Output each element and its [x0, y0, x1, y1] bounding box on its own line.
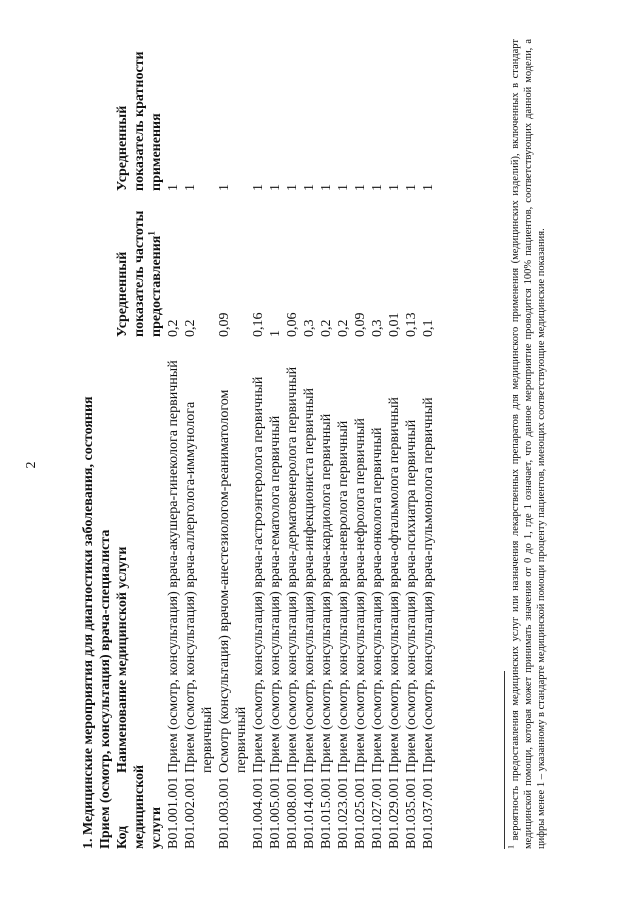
multiplicity-value: 1 [319, 184, 334, 191]
service-code: B01.035.001 [404, 776, 419, 849]
table-row [386, 49, 403, 849]
service-name: Прием (осмотр, консультация) врача-онколога первичный [370, 427, 385, 773]
service-name: Прием (осмотр, консультация) врача-кардиолога первичный [319, 413, 334, 773]
table-row [182, 49, 216, 849]
service-name: Прием (осмотр, консультация) врача-невролога первичный [336, 420, 351, 773]
service-name: Прием (осмотр, консультация) врача-офтальмолога первичный [387, 397, 402, 773]
column-header-multiplicity: Усредненный показатель кратности применения [115, 51, 164, 191]
multiplicity-value: 1 [387, 184, 402, 191]
subsection-heading: Прием (осмотр, консультация) врача-специалиста [98, 529, 113, 849]
column-header-frequency-text: Усредненный показатель частоты предоставления [115, 210, 164, 337]
table-row [335, 49, 352, 849]
page-number: 2 [24, 461, 39, 469]
multiplicity-value: 1 [166, 184, 181, 191]
service-name: Прием (осмотр, консультация) врача-дерматовенеролога первичный [285, 366, 300, 773]
table-header-row [114, 49, 165, 849]
service-code: B01.037.001 [421, 776, 436, 849]
table-row [420, 49, 437, 849]
section-headings [80, 29, 114, 849]
frequency-value: 0,09 [217, 312, 232, 337]
service-name: Прием (осмотр, консультация) врача-гематолога первичный [268, 415, 283, 773]
table-row [403, 49, 420, 849]
frequency-value: 0,16 [251, 312, 266, 337]
table-row [284, 49, 301, 849]
frequency-value: 0,3 [370, 319, 385, 337]
frequency-value: 0,2 [336, 319, 351, 337]
table-row [165, 49, 182, 849]
multiplicity-value: 1 [404, 184, 419, 191]
multiplicity-value: 1 [421, 184, 436, 191]
table-row [352, 49, 369, 849]
multiplicity-value: 1 [370, 184, 385, 191]
frequency-value: 0,2 [166, 319, 181, 337]
service-code: B01.003.001 [217, 776, 232, 849]
service-code: B01.001.001 [166, 776, 181, 849]
service-code: B01.005.001 [268, 776, 283, 849]
frequency-value: 1 [268, 330, 283, 337]
footnote-mark: 1 [146, 231, 157, 236]
multiplicity-value: 1 [353, 184, 368, 191]
service-name: Осмотр (консультация) врачом-анестезиологом-реаниматологом первичный [217, 389, 249, 773]
frequency-value: 0,06 [285, 312, 300, 337]
services-table [114, 49, 437, 849]
multiplicity-value: 1 [251, 184, 266, 191]
section-heading: 1. Медицинские мероприятия для диагностики заболевания, состояния [81, 396, 96, 849]
table-row [250, 49, 267, 849]
multiplicity-value: 1 [268, 184, 283, 191]
service-code: B01.027.001 [370, 776, 385, 849]
multiplicity-value: 1 [217, 184, 232, 191]
frequency-value: 0,2 [319, 319, 334, 337]
column-header-frequency [114, 191, 165, 337]
frequency-value: 0,3 [302, 319, 317, 337]
footnote-mark: 1 [506, 845, 516, 849]
footnote [506, 38, 548, 849]
service-name: Прием (осмотр, консультация) врача-пульмонолога первичный [421, 397, 436, 773]
service-code: B01.002.001 [183, 776, 198, 849]
service-code: B01.014.001 [302, 776, 317, 849]
table-row [216, 49, 250, 849]
table-row [318, 49, 335, 849]
table-row [369, 49, 386, 849]
frequency-value: 0,1 [421, 319, 436, 337]
service-code: B01.025.001 [353, 776, 368, 849]
service-code: B01.008.001 [285, 776, 300, 849]
service-name: Прием (осмотр, консультация) врача-гастроэнтеролога первичный [251, 376, 266, 773]
service-name: Прием (осмотр, консультация) врача-акушера-гинеколога первичный [166, 360, 181, 773]
service-code: B01.004.001 [251, 776, 266, 849]
multiplicity-value: 1 [336, 184, 351, 191]
multiplicity-value: 1 [302, 184, 317, 191]
column-header-code: Код медицинской услуги [115, 764, 164, 849]
table-row [267, 49, 284, 849]
frequency-value: 0,09 [353, 312, 368, 337]
footnote-divider [504, 671, 505, 849]
service-code: B01.029.001 [387, 776, 402, 849]
frequency-value: 0,2 [183, 319, 198, 337]
table-row [301, 49, 318, 849]
service-name: Прием (осмотр, консультация) врача-психиатра первичный [404, 419, 419, 773]
service-name: Прием (осмотр, консультация) врача-аллерголога-иммунолога первичный [183, 401, 215, 773]
frequency-value: 0,13 [404, 312, 419, 337]
multiplicity-value: 1 [285, 184, 300, 191]
service-name: Прием (осмотр, консультация) врача-нефролога первичный [353, 418, 368, 773]
column-header-name: Наименование медицинской услуги [115, 546, 130, 773]
service-code: B01.015.001 [319, 776, 334, 849]
frequency-value: 0,01 [387, 312, 402, 337]
service-code: B01.023.001 [336, 776, 351, 849]
service-name: Прием (осмотр, консультация) врача-инфекциониста первичный [302, 388, 317, 773]
multiplicity-value: 1 [183, 184, 198, 191]
footnote-text: вероятность предоставления медицинских услуг или назначения лекарственных препаратов для медицинского применения (медицинских изделий), включенных в стандарт медицинской помощи, которая может принимать значения от 0 до 1, где 1 означает, что данное мероприятие проводится 100% пациентов, соответствующих данной модели, а цифры менее 1 – указанному в стандарте медицинской помощи проценту пациентов, имеющих соответствующие медицинские показания. [510, 38, 547, 849]
